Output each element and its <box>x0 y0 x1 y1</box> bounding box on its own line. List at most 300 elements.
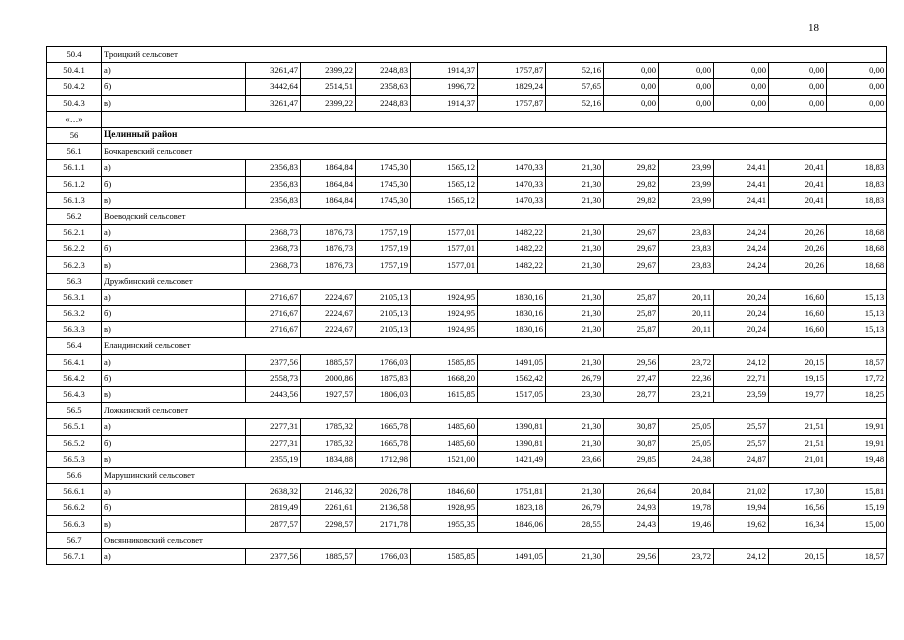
page-number: 18 <box>808 22 819 34</box>
table-row <box>47 241 887 257</box>
value-cell: 25,57 <box>714 419 769 435</box>
tariff-table <box>46 46 887 565</box>
value-cell: 21,51 <box>769 419 827 435</box>
value-cell: 29,67 <box>604 225 659 241</box>
value-cell: 18,83 <box>827 160 887 176</box>
value-cell: 15,19 <box>827 500 887 516</box>
value-cell: 20,11 <box>659 289 714 305</box>
value-cell: 21,30 <box>546 257 604 273</box>
value-cell: 1846,60 <box>411 484 478 500</box>
value-cell: 1565,12 <box>411 176 478 192</box>
table-row <box>47 484 887 500</box>
value-cell: 1665,78 <box>356 419 411 435</box>
variant-label: а) <box>102 419 246 435</box>
value-cell: 1757,87 <box>478 95 546 111</box>
value-cell: 2558,73 <box>246 370 301 386</box>
value-cell: 2399,22 <box>301 63 356 79</box>
value-cell: 16,60 <box>769 306 827 322</box>
value-cell: 24,43 <box>604 516 659 532</box>
variant-label: а) <box>102 484 246 500</box>
value-cell: 1491,05 <box>478 548 546 564</box>
table-row <box>47 306 887 322</box>
value-cell: 23,83 <box>659 257 714 273</box>
value-cell: 25,57 <box>714 435 769 451</box>
value-cell: 17,30 <box>769 484 827 500</box>
row-number: 56 <box>47 127 102 143</box>
value-cell: 20,24 <box>714 322 769 338</box>
value-cell: 21,02 <box>714 484 769 500</box>
section-title: Троицкий сельсовет <box>102 47 887 63</box>
value-cell: 23,99 <box>659 176 714 192</box>
value-cell: 19,78 <box>659 500 714 516</box>
value-cell: 21,30 <box>546 435 604 451</box>
value-cell: 1712,98 <box>356 451 411 467</box>
value-cell: 25,05 <box>659 419 714 435</box>
row-number: 56.2.1 <box>47 225 102 241</box>
value-cell: 1885,57 <box>301 354 356 370</box>
table-row <box>47 419 887 435</box>
value-cell: 1830,16 <box>478 322 546 338</box>
table-row <box>47 451 887 467</box>
value-cell: 3261,47 <box>246 63 301 79</box>
value-cell: 1846,06 <box>478 516 546 532</box>
row-number: 56.4.1 <box>47 354 102 370</box>
value-cell: 2819,49 <box>246 500 301 516</box>
value-cell: 29,82 <box>604 176 659 192</box>
value-cell: 26,79 <box>546 370 604 386</box>
value-cell: 1517,05 <box>478 386 546 402</box>
value-cell: 30,87 <box>604 419 659 435</box>
value-cell: 2368,73 <box>246 241 301 257</box>
row-number: 56.4.3 <box>47 386 102 402</box>
value-cell: 1577,01 <box>411 241 478 257</box>
value-cell: 1996,72 <box>411 79 478 95</box>
table-body <box>47 47 887 565</box>
value-cell: 0,00 <box>659 79 714 95</box>
value-cell: 24,41 <box>714 176 769 192</box>
value-cell: 19,48 <box>827 451 887 467</box>
value-cell: 26,64 <box>604 484 659 500</box>
row-number: 50.4.3 <box>47 95 102 111</box>
value-cell: 15,13 <box>827 322 887 338</box>
table-row <box>47 225 887 241</box>
table-row <box>47 160 887 176</box>
value-cell: 1757,87 <box>478 63 546 79</box>
table-row <box>47 79 887 95</box>
value-cell: 18,25 <box>827 386 887 402</box>
row-number: 56.6 <box>47 467 102 483</box>
value-cell: 1823,18 <box>478 500 546 516</box>
value-cell: 20,41 <box>769 176 827 192</box>
value-cell: 0,00 <box>604 63 659 79</box>
value-cell: 2248,83 <box>356 63 411 79</box>
value-cell: 1485,60 <box>411 435 478 451</box>
value-cell: 1876,73 <box>301 257 356 273</box>
value-cell: 30,87 <box>604 435 659 451</box>
value-cell: 21,30 <box>546 322 604 338</box>
value-cell: 1924,95 <box>411 306 478 322</box>
row-number: 56.5.1 <box>47 419 102 435</box>
value-cell: 1924,95 <box>411 289 478 305</box>
value-cell: 20,41 <box>769 160 827 176</box>
value-cell: 20,24 <box>714 306 769 322</box>
value-cell: 1876,73 <box>301 225 356 241</box>
value-cell: 21,30 <box>546 289 604 305</box>
row-number: 56.5 <box>47 403 102 419</box>
value-cell: 1491,05 <box>478 354 546 370</box>
row-number: 56.7 <box>47 532 102 548</box>
value-cell: 0,00 <box>827 95 887 111</box>
value-cell: 0,00 <box>769 63 827 79</box>
value-cell: 23,21 <box>659 386 714 402</box>
section-title: Ложкинский сельсовет <box>102 403 887 419</box>
value-cell: 1914,37 <box>411 95 478 111</box>
value-cell: 23,72 <box>659 548 714 564</box>
row-number: 56.1.2 <box>47 176 102 192</box>
value-cell: 18,83 <box>827 192 887 208</box>
value-cell: 2716,67 <box>246 289 301 305</box>
value-cell: 23,83 <box>659 225 714 241</box>
value-cell: 2277,31 <box>246 435 301 451</box>
row-number: 56.6.2 <box>47 500 102 516</box>
value-cell: 1955,35 <box>411 516 478 532</box>
section-row <box>47 338 887 354</box>
value-cell: 1585,85 <box>411 548 478 564</box>
value-cell: 1757,19 <box>356 241 411 257</box>
value-cell: 21,30 <box>546 548 604 564</box>
value-cell: 2136,58 <box>356 500 411 516</box>
value-cell: 1421,49 <box>478 451 546 467</box>
value-cell: 20,11 <box>659 306 714 322</box>
variant-label: б) <box>102 370 246 386</box>
value-cell: 15,13 <box>827 306 887 322</box>
value-cell: 0,00 <box>659 63 714 79</box>
value-cell: 1785,32 <box>301 419 356 435</box>
row-number: 56.5.3 <box>47 451 102 467</box>
value-cell: 21,30 <box>546 354 604 370</box>
value-cell: 29,56 <box>604 354 659 370</box>
row-number: 56.5.2 <box>47 435 102 451</box>
value-cell: 21,30 <box>546 241 604 257</box>
variant-label: в) <box>102 257 246 273</box>
value-cell: 2377,56 <box>246 354 301 370</box>
value-cell: 2105,13 <box>356 322 411 338</box>
value-cell: 2877,57 <box>246 516 301 532</box>
value-cell: 3442,64 <box>246 79 301 95</box>
value-cell: 2443,56 <box>246 386 301 402</box>
value-cell: 18,83 <box>827 176 887 192</box>
value-cell: 1745,30 <box>356 160 411 176</box>
value-cell: 16,60 <box>769 322 827 338</box>
row-number: «…» <box>47 111 102 127</box>
value-cell: 0,00 <box>714 63 769 79</box>
value-cell: 24,41 <box>714 192 769 208</box>
section-row <box>47 47 887 63</box>
variant-label: б) <box>102 435 246 451</box>
value-cell: 1885,57 <box>301 548 356 564</box>
value-cell: 1830,16 <box>478 306 546 322</box>
value-cell: 23,30 <box>546 386 604 402</box>
value-cell: 0,00 <box>604 79 659 95</box>
value-cell: 1830,16 <box>478 289 546 305</box>
value-cell: 2716,67 <box>246 322 301 338</box>
table-row <box>47 95 887 111</box>
value-cell: 20,84 <box>659 484 714 500</box>
value-cell: 15,81 <box>827 484 887 500</box>
table-row <box>47 176 887 192</box>
value-cell: 20,26 <box>769 241 827 257</box>
row-number: 56.1.3 <box>47 192 102 208</box>
value-cell: 2000,86 <box>301 370 356 386</box>
value-cell: 0,00 <box>769 95 827 111</box>
value-cell: 22,71 <box>714 370 769 386</box>
section-title: Целинный район <box>102 127 887 143</box>
value-cell: 20,15 <box>769 548 827 564</box>
value-cell: 2146,32 <box>301 484 356 500</box>
value-cell: 19,91 <box>827 435 887 451</box>
value-cell: 1470,33 <box>478 176 546 192</box>
section-title: Марушинский сельсовет <box>102 467 887 483</box>
row-number: 56.3.1 <box>47 289 102 305</box>
row-number: 56.3.3 <box>47 322 102 338</box>
value-cell: 15,13 <box>827 289 887 305</box>
section-row <box>47 532 887 548</box>
value-cell: 24,38 <box>659 451 714 467</box>
value-cell: 19,91 <box>827 419 887 435</box>
value-cell: 1924,95 <box>411 322 478 338</box>
value-cell: 57,65 <box>546 79 604 95</box>
value-cell: 2514,51 <box>301 79 356 95</box>
value-cell: 21,30 <box>546 176 604 192</box>
value-cell: 16,56 <box>769 500 827 516</box>
value-cell: 2368,73 <box>246 225 301 241</box>
value-cell: 1482,22 <box>478 225 546 241</box>
value-cell: 1482,22 <box>478 257 546 273</box>
value-cell: 1585,85 <box>411 354 478 370</box>
value-cell: 18,68 <box>827 257 887 273</box>
value-cell: 25,87 <box>604 322 659 338</box>
table-row <box>47 386 887 402</box>
value-cell: 24,41 <box>714 160 769 176</box>
section-title: Еландинский сельсовет <box>102 338 887 354</box>
value-cell: 1562,42 <box>478 370 546 386</box>
row-number: 56.1.1 <box>47 160 102 176</box>
value-cell: 16,34 <box>769 516 827 532</box>
section-row <box>47 403 887 419</box>
value-cell: 16,60 <box>769 289 827 305</box>
value-cell: 19,46 <box>659 516 714 532</box>
variant-label: в) <box>102 386 246 402</box>
value-cell: 1864,84 <box>301 160 356 176</box>
value-cell: 25,05 <box>659 435 714 451</box>
value-cell: 2248,83 <box>356 95 411 111</box>
value-cell: 1470,33 <box>478 192 546 208</box>
value-cell: 1577,01 <box>411 225 478 241</box>
value-cell: 1668,20 <box>411 370 478 386</box>
row-number: 56.3.2 <box>47 306 102 322</box>
value-cell: 1834,88 <box>301 451 356 467</box>
section-row <box>47 144 887 160</box>
value-cell: 19,77 <box>769 386 827 402</box>
table-row <box>47 63 887 79</box>
variant-label: в) <box>102 516 246 532</box>
variant-label: а) <box>102 289 246 305</box>
value-cell: 23,72 <box>659 354 714 370</box>
value-cell: 20,26 <box>769 225 827 241</box>
value-cell: 19,15 <box>769 370 827 386</box>
value-cell: 24,12 <box>714 548 769 564</box>
value-cell: 1914,37 <box>411 63 478 79</box>
value-cell: 2277,31 <box>246 419 301 435</box>
value-cell: 1565,12 <box>411 160 478 176</box>
value-cell: 0,00 <box>714 95 769 111</box>
value-cell: 1615,85 <box>411 386 478 402</box>
section-title: Овсянниковский сельсовет <box>102 532 887 548</box>
table-row <box>47 516 887 532</box>
value-cell: 2638,32 <box>246 484 301 500</box>
value-cell: 18,57 <box>827 354 887 370</box>
section-title <box>102 111 887 127</box>
value-cell: 1757,19 <box>356 257 411 273</box>
value-cell: 15,00 <box>827 516 887 532</box>
value-cell: 2355,19 <box>246 451 301 467</box>
value-cell: 1806,03 <box>356 386 411 402</box>
value-cell: 2356,83 <box>246 176 301 192</box>
table-row <box>47 354 887 370</box>
value-cell: 1665,78 <box>356 435 411 451</box>
variant-label: а) <box>102 63 246 79</box>
value-cell: 2224,67 <box>301 306 356 322</box>
value-cell: 29,56 <box>604 548 659 564</box>
row-number: 56.3 <box>47 273 102 289</box>
value-cell: 1766,03 <box>356 354 411 370</box>
row-number: 50.4.2 <box>47 79 102 95</box>
table-row <box>47 435 887 451</box>
value-cell: 21,30 <box>546 484 604 500</box>
value-cell: 2356,83 <box>246 192 301 208</box>
value-cell: 20,41 <box>769 192 827 208</box>
value-cell: 24,87 <box>714 451 769 467</box>
value-cell: 0,00 <box>659 95 714 111</box>
value-cell: 23,66 <box>546 451 604 467</box>
value-cell: 1521,00 <box>411 451 478 467</box>
section-row <box>47 467 887 483</box>
value-cell: 17,72 <box>827 370 887 386</box>
variant-label: в) <box>102 322 246 338</box>
value-cell: 24,24 <box>714 257 769 273</box>
value-cell: 20,26 <box>769 257 827 273</box>
row-number: 56.4.2 <box>47 370 102 386</box>
value-cell: 1829,24 <box>478 79 546 95</box>
value-cell: 29,67 <box>604 241 659 257</box>
value-cell: 1928,95 <box>411 500 478 516</box>
value-cell: 19,94 <box>714 500 769 516</box>
value-cell: 21,01 <box>769 451 827 467</box>
value-cell: 24,12 <box>714 354 769 370</box>
value-cell: 1485,60 <box>411 419 478 435</box>
value-cell: 22,36 <box>659 370 714 386</box>
value-cell: 23,99 <box>659 160 714 176</box>
row-number: 56.2.2 <box>47 241 102 257</box>
value-cell: 1745,30 <box>356 176 411 192</box>
value-cell: 18,68 <box>827 241 887 257</box>
value-cell: 21,30 <box>546 306 604 322</box>
variant-label: а) <box>102 354 246 370</box>
value-cell: 24,24 <box>714 241 769 257</box>
value-cell: 21,30 <box>546 160 604 176</box>
value-cell: 23,59 <box>714 386 769 402</box>
value-cell: 20,24 <box>714 289 769 305</box>
value-cell: 1390,81 <box>478 435 546 451</box>
value-cell: 21,51 <box>769 435 827 451</box>
value-cell: 1875,83 <box>356 370 411 386</box>
value-cell: 2224,67 <box>301 322 356 338</box>
section-row <box>47 127 887 143</box>
variant-label: а) <box>102 225 246 241</box>
value-cell: 1864,84 <box>301 176 356 192</box>
value-cell: 2298,57 <box>301 516 356 532</box>
value-cell: 0,00 <box>769 79 827 95</box>
table-row <box>47 289 887 305</box>
table-row <box>47 548 887 564</box>
value-cell: 2358,63 <box>356 79 411 95</box>
value-cell: 0,00 <box>714 79 769 95</box>
section-title: Дружбинский сельсовет <box>102 273 887 289</box>
section-title: Бочкаревский сельсовет <box>102 144 887 160</box>
value-cell: 25,87 <box>604 289 659 305</box>
value-cell: 2171,78 <box>356 516 411 532</box>
value-cell: 2377,56 <box>246 548 301 564</box>
value-cell: 28,77 <box>604 386 659 402</box>
value-cell: 2356,83 <box>246 160 301 176</box>
value-cell: 25,87 <box>604 306 659 322</box>
value-cell: 23,83 <box>659 241 714 257</box>
value-cell: 27,47 <box>604 370 659 386</box>
row-number: 50.4 <box>47 47 102 63</box>
value-cell: 1751,81 <box>478 484 546 500</box>
table-row <box>47 500 887 516</box>
value-cell: 21,30 <box>546 192 604 208</box>
value-cell: 20,15 <box>769 354 827 370</box>
value-cell: 1757,19 <box>356 225 411 241</box>
row-number: 50.4.1 <box>47 63 102 79</box>
row-number: 56.4 <box>47 338 102 354</box>
value-cell: 52,16 <box>546 63 604 79</box>
value-cell: 52,16 <box>546 95 604 111</box>
value-cell: 2716,67 <box>246 306 301 322</box>
value-cell: 1864,84 <box>301 192 356 208</box>
row-number: 56.2 <box>47 208 102 224</box>
value-cell: 1927,57 <box>301 386 356 402</box>
value-cell: 1390,81 <box>478 419 546 435</box>
value-cell: 20,11 <box>659 322 714 338</box>
row-number: 56.2.3 <box>47 257 102 273</box>
value-cell: 2261,61 <box>301 500 356 516</box>
value-cell: 0,00 <box>827 79 887 95</box>
value-cell: 29,67 <box>604 257 659 273</box>
table-row <box>47 192 887 208</box>
table-row <box>47 370 887 386</box>
variant-label: в) <box>102 451 246 467</box>
value-cell: 2026,78 <box>356 484 411 500</box>
variant-label: б) <box>102 176 246 192</box>
value-cell: 18,57 <box>827 548 887 564</box>
section-row <box>47 111 887 127</box>
row-number: 56.6.1 <box>47 484 102 500</box>
variant-label: а) <box>102 548 246 564</box>
value-cell: 18,68 <box>827 225 887 241</box>
value-cell: 2368,73 <box>246 257 301 273</box>
